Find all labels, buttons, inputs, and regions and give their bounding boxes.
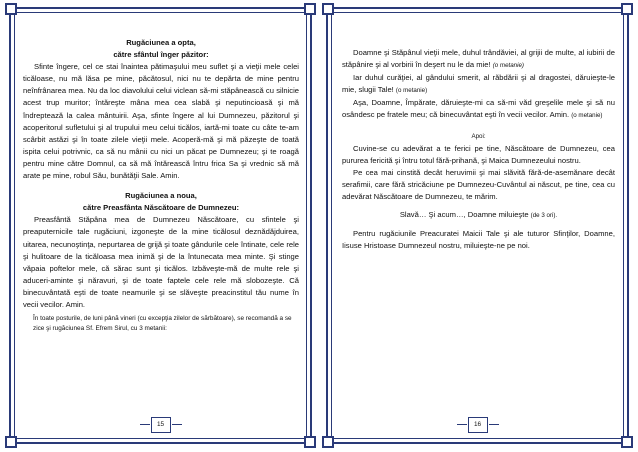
corner-ornament — [621, 436, 633, 448]
corner-ornament — [304, 436, 316, 448]
fasting-note: În toate posturile, de luni până vineri (cu excepţia zilelor de sărbătoare), se recomandă a se zice şi rugăciunea Sf. Efrem Sirul, cu 3 metanii: — [33, 315, 292, 332]
ephrem-prayer-part-2-text: Iar duhul curăţiei, al gândului smerit, al răbdării şi al dragostei, dăruieşte-le mie, slugii Tale! — [342, 73, 615, 95]
prayer-8-text: Sfinte îngere, cel ce stai înaintea pătimaşului meu suflet şi a vieţii mele celei ticăloase, nu mă lăsa pe mine, păcătosul, nici nu te depărta de mine pentru neînfrânarea mea. Nu da loc diavolului celui viclean să-mi stăpânească cu silnicie acest trup muritor; întăreşte mâna mea cea slabă şi neputincioasă şi mă îndreptează la calea mântuirii. Aşa, sfinte îngere al lui Dumnezeu, păzitorul şi acoperitorul sufletului şi al trupului meu celui ticălos, iartă-mi toate cu câte te-am scârbit astăzi şi în toate zilele vieţii mele. Acoperă-mă şi mă păzeşte de toată ispita celui potrivnic, ca să nu mânii cu nici un păcat pe Dumnezeu; şi te roagă pentru mine către Domnul, ca să mă întărească întru frica Sa şi vrednic să mă arate pe mine, robul Său, bunătăţii Sale. Amin. — [23, 62, 299, 181]
left-page — [9, 7, 312, 444]
right-page — [326, 7, 629, 444]
prayer-9-subheading: către Preasfânta Născătoare de Dumnezeu: — [82, 203, 240, 213]
prostration-note: (o metanie) — [492, 62, 524, 70]
prostration-note: (o metanie) — [395, 87, 428, 95]
left-page-content — [23, 37, 299, 334]
corner-ornament — [621, 3, 633, 15]
corner-ornament — [304, 3, 316, 15]
ephrem-prayer-part-2 — [342, 72, 615, 97]
axion-text-2: Pe cea mai cinstită decât heruvimii şi mai slăvită fără-de-asemănare decât serafimii, care fără stricăciune pe Dumnezeu-Cuvântul ai născut, pe tine, cea cu adevărat Născătoare de Dumnezeu, te mărim. — [342, 167, 615, 202]
slava-text: Slavă… Şi acum…, Doamne miluieşte — [399, 210, 531, 220]
closing-prayer: Pentru rugăciunile Preacuratei Maicii Tale şi ale tuturor Sfinţilor, Doamne, Iisuse Hristoase Dumnezeul nostru, miluieşte-ne pe noi. — [342, 229, 615, 251]
corner-ornament — [322, 3, 334, 15]
corner-ornament — [322, 436, 334, 448]
prayer-9-heading: Rugăciunea a noua, — [125, 191, 197, 201]
prostration-note: (o metanie) — [571, 112, 603, 120]
axion-text-1: Cuvine-se cu adevărat a te ferici pe tine, Născătoare de Dumnezeu, cea pururea fericită şi întru totul fără-prihană, şi Maica Dumnezeului nostru. — [342, 143, 615, 165]
ephrem-prayer-part-3 — [342, 97, 615, 122]
corner-ornament — [5, 436, 17, 448]
ephrem-prayer-part-1 — [342, 47, 615, 72]
corner-ornament — [5, 3, 17, 15]
prayer-9-text: Preasfântă Stăpâna mea de Dumnezeu Născătoare, cu sfintele şi preaputernicile tale rugăciuni, izgoneşte de la mine ticălosul deznădăjduirea, uitarea, necunoştinţa, nepurtarea de grijă şi toate gândurile cele întinate, cele rele şi hulitoare de la ticăloasa mea inimă şi de la întunecata mea minte. Şi stinge văpaia poftelor mele, că sărac sunt şi ticălos. Izbăveşte-mă de multe rele şi aduceri-aminte şi năravuri, şi de toate faptele cele rele mă slobozeşte. Că binecuvântată eşti de toate neamurile şi se slăveşte preacinstitul tău nume în vecii vecilor. Amin. — [23, 215, 299, 309]
ephrem-prayer-part-1-text: Doamne şi Stăpânul vieţii mele, duhul trândăviei, al grijii de multe, al iubirii de stăpânire şi al vorbirii în deşert nu le da mie! — [342, 48, 615, 70]
page-number: 15 — [151, 417, 171, 433]
prayer-8-heading: Rugăciunea a opta, — [126, 38, 196, 47]
ephrem-prayer-part-3-text: Aşa, Doamne, Împărate, dăruieşte-mi ca să-mi văd greşelile mele şi să nu osândesc pe fratele meu; că binecuvântat eşti în vecii vecilor. Amin. — [342, 98, 615, 120]
right-page-content — [342, 47, 615, 252]
repeat-note: (de 3 ori). — [530, 212, 558, 220]
apoi-label: Apoi: — [471, 132, 486, 140]
page-number: 16 — [468, 417, 488, 433]
prayer-8-subheading: către sfântul înger păzitor: — [113, 50, 209, 60]
slava-line — [342, 209, 615, 222]
